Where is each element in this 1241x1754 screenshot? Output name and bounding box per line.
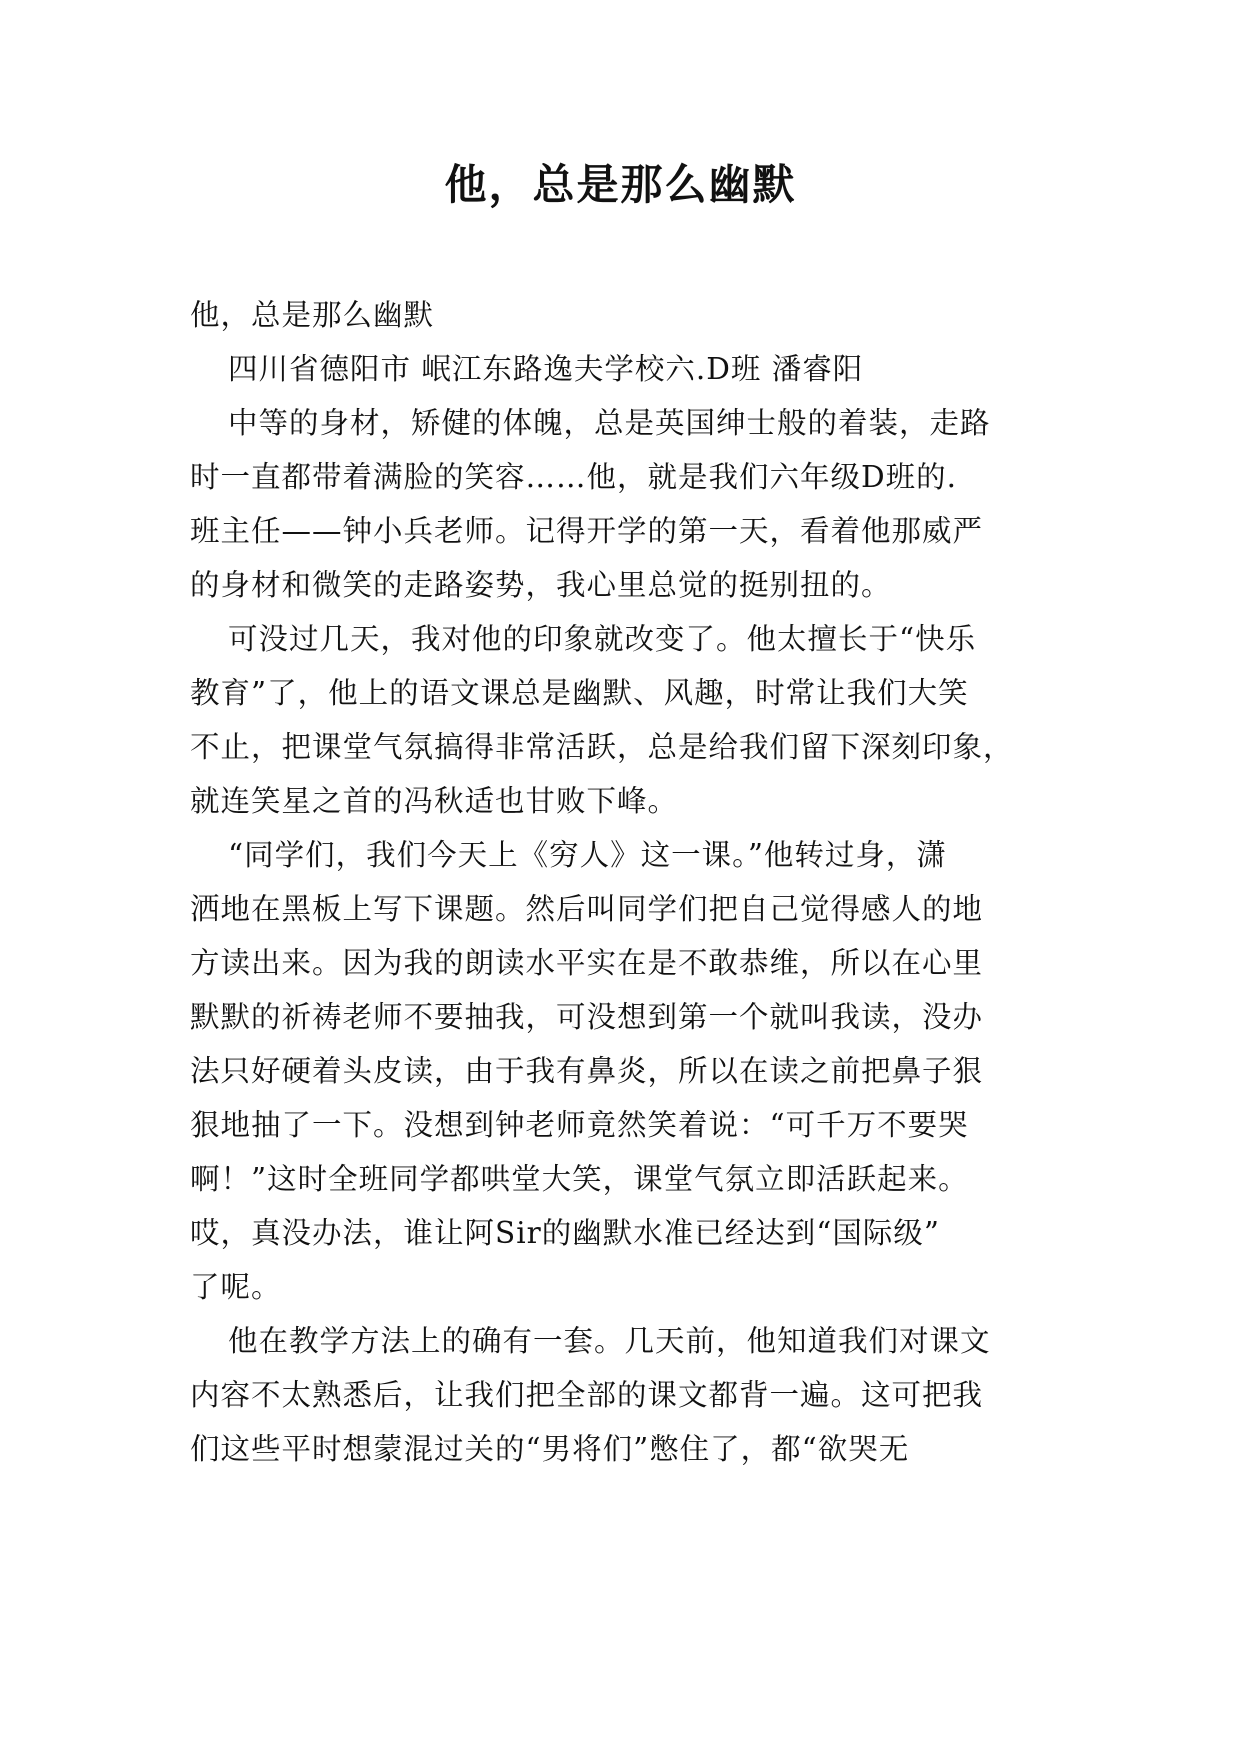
text-line: 方读出来。因为我的朗读水平实在是不敢恭维，所以在心里 [190, 946, 984, 980]
text-line: 哎，真没办法，谁让阿Sir的幽默水准已经达到“国际级” [190, 1216, 940, 1250]
text-line: 法只好硬着头皮读，由于我有鼻炎，所以在读之前把鼻子狠 [190, 1054, 984, 1088]
text-line: 四川省德阳市 岷江东路逸夫学校六.D班 潘睿阳 [228, 352, 864, 386]
document-title: 他，总是那么幽默 [444, 160, 797, 209]
text-line: 了呢。 [190, 1270, 282, 1304]
text-line: 他，总是那么幽默 [190, 298, 435, 332]
document-body [190, 288, 1050, 1476]
text-line: 狠地抽了一下。没想到钟老师竟然笑着说：“可千万不要哭 [190, 1108, 969, 1142]
text-line: 就连笑星之首的冯秋适也甘败下峰。 [190, 784, 679, 818]
text-line: “同学们，我们今天上《穷人》这一课。”他转过身，潇 [228, 838, 947, 872]
text-line: 时一直都带着满脸的笑容……他，就是我们六年级D班的. [190, 460, 958, 494]
text-line: 洒地在黑板上写下课题。然后叫同学们把自己觉得感人的地 [190, 892, 984, 926]
text-line: 班主任——钟小兵老师。记得开学的第一天，看着他那威严 [190, 514, 984, 548]
text-line: 他在教学方法上的确有一套。几天前，他知道我们对课文 [228, 1324, 991, 1358]
text-line: 内容不太熟悉后，让我们把全部的课文都背一遍。这可把我 [190, 1378, 984, 1412]
text-line: 可没过几天，我对他的印象就改变了。他太擅长于“快乐 [228, 622, 977, 656]
text-line: 中等的身材，矫健的体魄，总是英国绅士般的着装，走路 [228, 406, 991, 440]
text-line: 默默的祈祷老师不要抽我，可没想到第一个就叫我读，没办 [190, 1000, 984, 1034]
text-line: 不止，把课堂气氛搞得非常活跃，总是给我们留下深刻印象， [190, 730, 1014, 764]
text-line: 啊！”这时全班同学都哄堂大笑，课堂气氛立即活跃起来。 [190, 1162, 969, 1196]
text-line: 们这些平时想蒙混过关的“男将们”憋住了，都“欲哭无 [190, 1432, 910, 1466]
text-line: 教育”了，他上的语文课总是幽默、风趣，时常让我们大笑 [190, 676, 969, 710]
text-line: 的身材和微笑的走路姿势，我心里总觉的挺别扭的。 [190, 568, 892, 602]
